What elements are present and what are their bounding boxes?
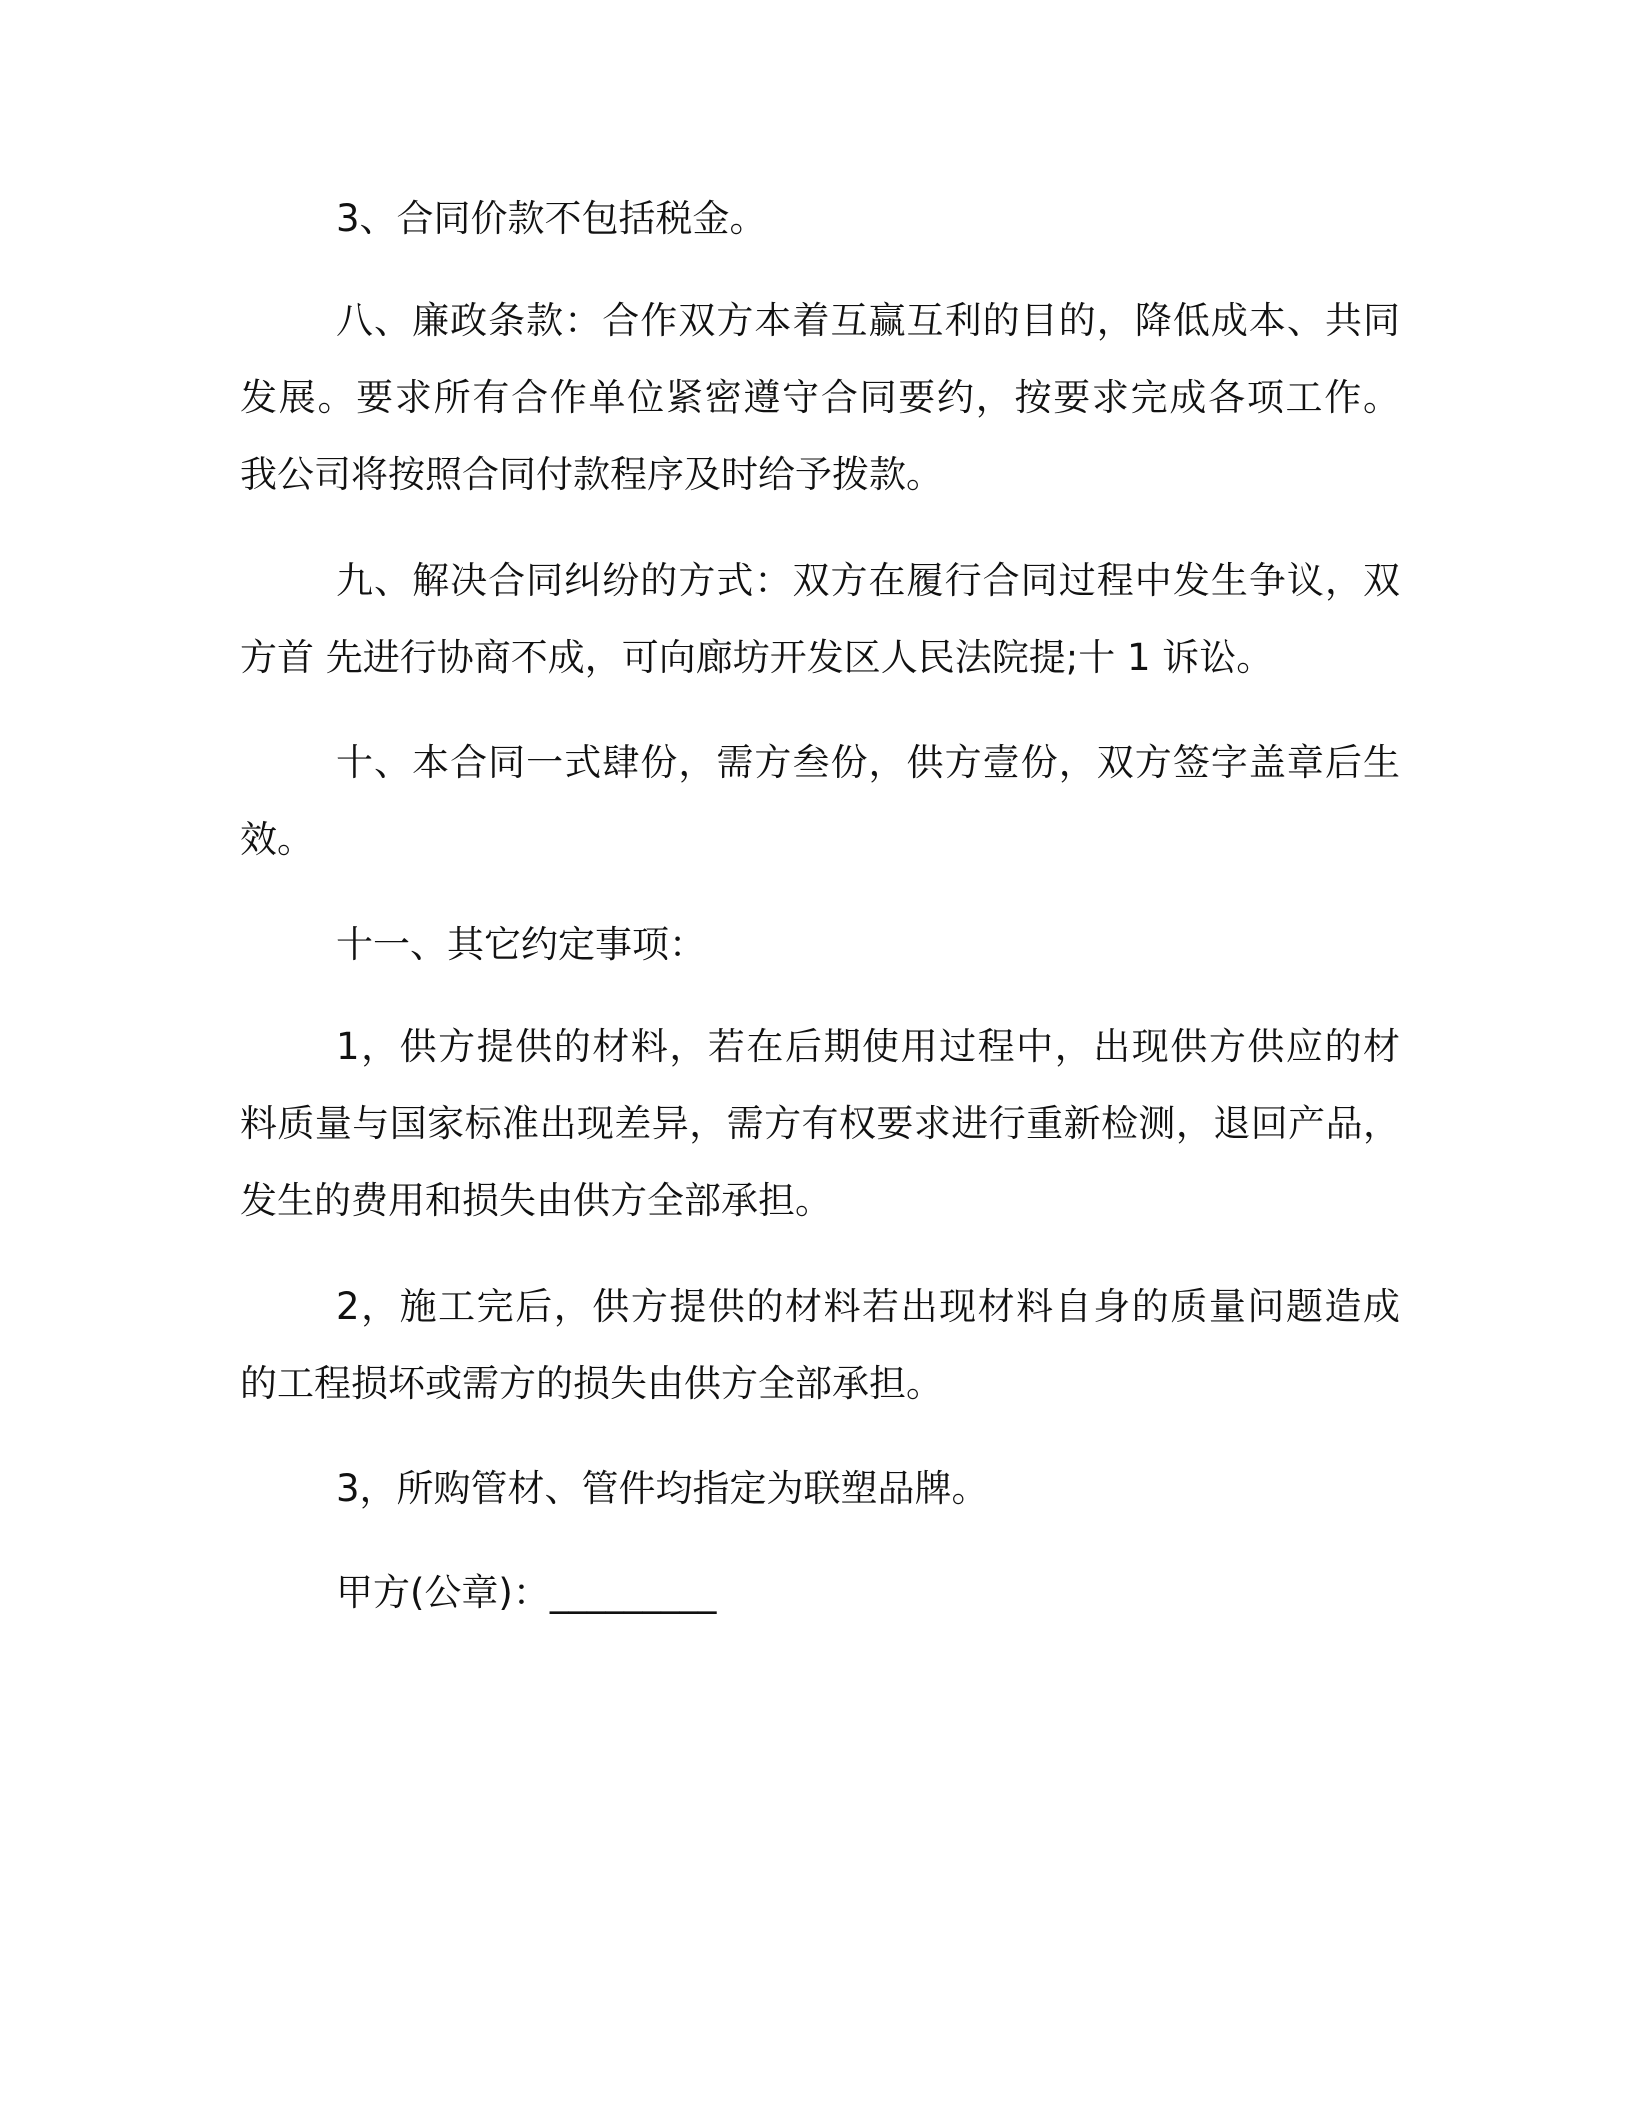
party-a-seal-line: [240, 1554, 1400, 1631]
text-line: 2，施工完后，供方提供的材料若出现材料自身的质量问题造成: [336, 1285, 1400, 1328]
text-line: 发展。要求所有合作单位紧密遵守合同要约，按要求完成各项工作。: [240, 376, 1400, 419]
text-line: 效。: [240, 818, 314, 861]
text-line: 我公司将按照合同付款程序及时给予拨款。: [240, 453, 943, 496]
text-line: 3，所购管材、管件均指定为联塑品牌。: [336, 1467, 989, 1510]
text-line: 方首 先进行协商不成，可向廊坊开发区人民法院提;十 1 诉讼。: [240, 636, 1274, 679]
clause-8-integrity: [240, 282, 1400, 513]
clause-11-item-1: [240, 1008, 1400, 1239]
clause-10-copies: [240, 724, 1400, 878]
text-line: 发生的费用和损失由供方全部承担。: [240, 1179, 832, 1222]
text-line: 的工程损坏或需方的损失由供方全部承担。: [240, 1362, 943, 1405]
text-line: 料质量与国家标准出现差异，需方有权要求进行重新检测，退回产品，: [240, 1102, 1400, 1145]
text-line: 九、解决合同纠纷的方式：双方在履行合同过程中发生争议，双: [336, 559, 1400, 602]
text-line: 十、本合同一式肆份，需方叁份，供方壹份，双方签字盖章后生: [336, 741, 1400, 784]
text-line: 八、廉政条款：合作双方本着互赢互利的目的，降低成本、共同: [336, 299, 1400, 342]
text-line: 1，供方提供的材料，若在后期使用过程中，出现供方供应的材: [336, 1025, 1400, 1068]
clause-11-item-2: [240, 1268, 1400, 1422]
text-line: 3、合同价款不包括税金。: [336, 197, 767, 240]
clause-3-tax: [240, 180, 1400, 257]
text-line: 甲方(公章)：_________: [336, 1571, 717, 1614]
clause-9-dispute: [240, 542, 1400, 696]
clause-11-heading: [240, 906, 1400, 983]
text-line: 十一、其它约定事项：: [336, 923, 706, 966]
clause-11-item-3: [240, 1450, 1400, 1527]
